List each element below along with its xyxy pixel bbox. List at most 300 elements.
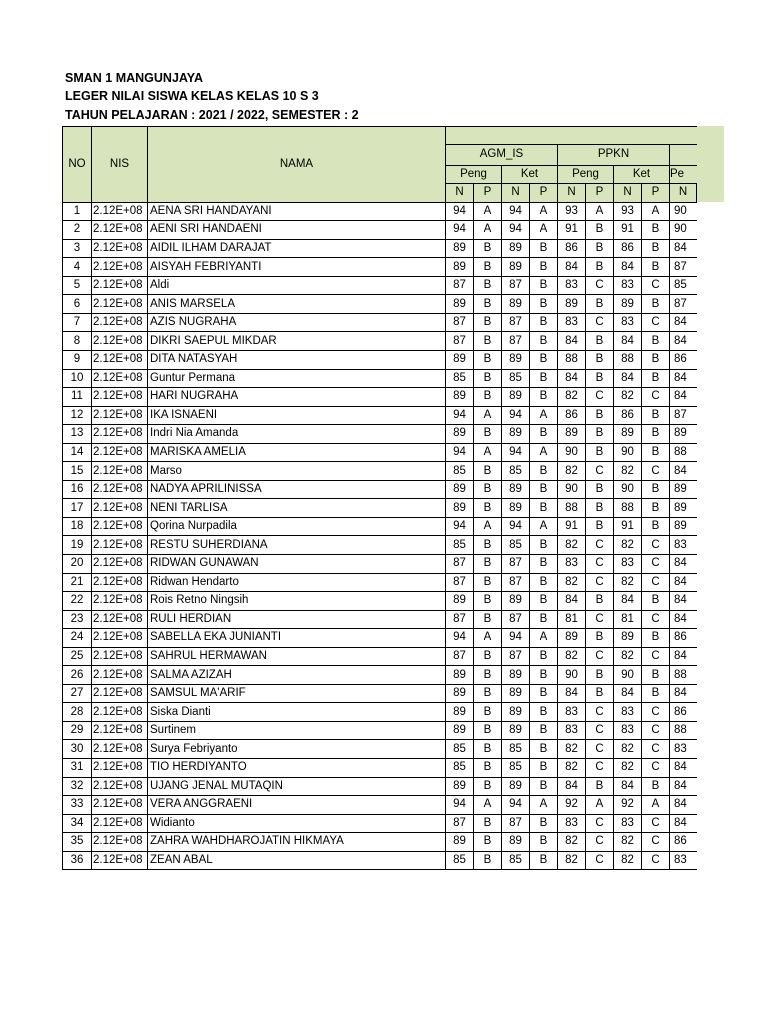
ppkn-ket-n-cell: 83	[614, 554, 642, 573]
pe-peng-n-cell: 84	[670, 647, 697, 666]
row-nis-cell: 2.12E+08	[92, 295, 148, 314]
ppkn-ket-p-cell: B	[642, 350, 670, 369]
ppkn-peng-n-cell: 91	[558, 517, 586, 536]
ppkn-peng-n-cell: 88	[558, 350, 586, 369]
ppkn-peng-p-cell: C	[586, 313, 614, 332]
agm-ket-n-cell: 87	[502, 313, 530, 332]
agm-peng-p-cell: B	[474, 462, 502, 481]
agm-ket-p-cell: B	[530, 239, 558, 258]
ppkn-peng-n-cell: 91	[558, 221, 586, 240]
ppkn-peng-p-cell: B	[586, 499, 614, 518]
row-nama-cell: Qorina Nurpadila	[148, 517, 446, 536]
ppkn-peng-p-cell: B	[586, 350, 614, 369]
ppkn-ket-n-cell: 83	[614, 276, 642, 295]
subject-agm-is: AGM_IS	[446, 144, 558, 165]
ppkn-ket-p-cell: C	[642, 276, 670, 295]
table-row	[63, 313, 697, 332]
row-no-cell: 17	[63, 499, 92, 518]
agm-ket-n-cell: 89	[502, 480, 530, 499]
agm-peng-p-cell: B	[474, 313, 502, 332]
row-no-cell: 18	[63, 517, 92, 536]
ppkn-peng-p-cell: C	[586, 462, 614, 481]
row-nis-cell: 2.12E+08	[92, 369, 148, 388]
row-nis-cell: 2.12E+08	[92, 814, 148, 833]
ppkn-peng-p-cell: B	[586, 517, 614, 536]
row-no-cell: 9	[63, 350, 92, 369]
row-nis-cell: 2.12E+08	[92, 480, 148, 499]
agm-peng-p-cell: B	[474, 592, 502, 611]
row-no-cell: 20	[63, 554, 92, 573]
agm-ket-p-cell: B	[530, 703, 558, 722]
ppkn-peng-p-cell: B	[586, 684, 614, 703]
table-row	[63, 332, 697, 351]
subject-pe-partial	[670, 144, 697, 165]
agm-ket-p-cell: A	[530, 796, 558, 815]
row-nis-cell: 2.12E+08	[92, 406, 148, 425]
agm-ket-n-cell: 94	[502, 629, 530, 648]
agm-peng-p-cell: B	[474, 554, 502, 573]
ppkn-peng-n-cell: 82	[558, 573, 586, 592]
pe-peng-n-cell: 84	[670, 369, 697, 388]
pe-peng-n-cell: 84	[670, 610, 697, 629]
pe-peng-n-cell: 89	[670, 517, 697, 536]
agm-peng-p-cell: B	[474, 276, 502, 295]
pe-peng-n-cell: 83	[670, 851, 697, 870]
ppkn-peng-n-cell: 92	[558, 796, 586, 815]
row-nis-cell: 2.12E+08	[92, 851, 148, 870]
pe-peng-n-cell: 86	[670, 629, 697, 648]
agm-ket-p-cell: B	[530, 369, 558, 388]
row-nama-cell: AZIS NUGRAHA	[148, 313, 446, 332]
ppkn-peng-n-cell: 93	[558, 202, 586, 221]
table-row	[63, 202, 697, 221]
pe-peng-n-cell: 86	[670, 703, 697, 722]
row-nis-cell: 2.12E+08	[92, 221, 148, 240]
agm-ket-n-cell: 85	[502, 759, 530, 778]
agm-ket-p-cell: B	[530, 833, 558, 852]
row-nis-cell: 2.12E+08	[92, 258, 148, 277]
row-no-cell: 33	[63, 796, 92, 815]
agm-ket-n-cell: 89	[502, 592, 530, 611]
row-no-cell: 8	[63, 332, 92, 351]
agm-peng-p-cell: B	[474, 666, 502, 685]
row-no-cell: 26	[63, 666, 92, 685]
agm-peng-n-cell: 89	[446, 666, 474, 685]
pe-peng-n-cell: 84	[670, 814, 697, 833]
agm-ket-p-cell: B	[530, 295, 558, 314]
agm-ket-n-cell: 85	[502, 740, 530, 759]
agm-peng-n-cell: 94	[446, 517, 474, 536]
ppkn-peng-n-cell: 82	[558, 462, 586, 481]
ppkn-peng-n-cell: 82	[558, 759, 586, 778]
agm-ket-p-cell: B	[530, 258, 558, 277]
agm-peng-n-cell: 89	[446, 833, 474, 852]
agm-ket-p-cell: B	[530, 388, 558, 407]
ppkn-ket-n-cell: 90	[614, 666, 642, 685]
ppkn-peng-p-cell: C	[586, 851, 614, 870]
table-row	[63, 443, 697, 462]
agm-peng-n-cell: 94	[446, 629, 474, 648]
pe-peng-n-cell: 88	[670, 666, 697, 685]
ppkn-ket-p-cell: B	[642, 221, 670, 240]
row-nis-cell: 2.12E+08	[92, 350, 148, 369]
table-row	[63, 276, 697, 295]
pe-peng-n-cell: 83	[670, 740, 697, 759]
pe-peng-n-cell: 84	[670, 777, 697, 796]
row-nama-cell: Indri Nia Amanda	[148, 425, 446, 444]
ppkn-peng-n-cell: 84	[558, 369, 586, 388]
ppkn-peng-p-cell: C	[586, 573, 614, 592]
agm-ket-n-cell: 89	[502, 777, 530, 796]
table-row	[63, 666, 697, 685]
row-no-cell: 24	[63, 629, 92, 648]
ppkn-ket-n-cell: 82	[614, 759, 642, 778]
agm-ket-p-cell: A	[530, 202, 558, 221]
ppkn-ket-n-cell: 82	[614, 833, 642, 852]
pe-peng-n-cell: 90	[670, 202, 697, 221]
agm-ket-n-cell: 87	[502, 554, 530, 573]
ppkn-ket-n-cell: 84	[614, 332, 642, 351]
agm-ket-n-cell: 94	[502, 202, 530, 221]
agm-peng-n-cell: 89	[446, 721, 474, 740]
table-row	[63, 536, 697, 555]
row-no-cell: 11	[63, 388, 92, 407]
agm-peng-n-cell: 87	[446, 814, 474, 833]
academic-period: TAHUN PELAJARAN : 2021 / 2022, SEMESTER : 2	[65, 108, 359, 122]
pe-peng-n-cell: 84	[670, 592, 697, 611]
agm-peng-p-cell: B	[474, 480, 502, 499]
row-nama-cell: RULI HERDIAN	[148, 610, 446, 629]
row-nama-cell: ZAHRA WAHDHAROJATIN HIKMAYA	[148, 833, 446, 852]
row-no-cell: 3	[63, 239, 92, 258]
agm-ket-n-cell: 94	[502, 517, 530, 536]
ppkn-ket-n-cell: 91	[614, 221, 642, 240]
table-row	[63, 295, 697, 314]
ppkn-peng-p-cell: C	[586, 740, 614, 759]
row-nis-cell: 2.12E+08	[92, 462, 148, 481]
row-no-cell: 22	[63, 592, 92, 611]
agm-ket-p-cell: B	[530, 480, 558, 499]
agm-ket-n-cell: 87	[502, 814, 530, 833]
ppkn-peng-p-cell: C	[586, 536, 614, 555]
ppkn-ket-n-cell: 83	[614, 814, 642, 833]
agm-ket-p-cell: B	[530, 573, 558, 592]
row-no-cell: 30	[63, 740, 92, 759]
pe-peng-n-cell: 89	[670, 480, 697, 499]
row-no-cell: 5	[63, 276, 92, 295]
ppkn-ket-p-cell: C	[642, 388, 670, 407]
ppkn-ket-p-cell: B	[642, 406, 670, 425]
ppkn-ket-p-cell: C	[642, 814, 670, 833]
pe-peng-n-cell: 84	[670, 239, 697, 258]
ppkn-peng-p-cell: B	[586, 629, 614, 648]
row-no-cell: 2	[63, 221, 92, 240]
row-nis-cell: 2.12E+08	[92, 833, 148, 852]
ppkn-ket-p-cell: B	[642, 369, 670, 388]
agm-peng-n-cell: 87	[446, 573, 474, 592]
agm-peng-n-cell: 85	[446, 462, 474, 481]
table-body	[63, 202, 697, 870]
row-nama-cell: NENI TARLISA	[148, 499, 446, 518]
row-nama-cell: Ridwan Hendarto	[148, 573, 446, 592]
pe-peng-n-cell: 88	[670, 443, 697, 462]
row-no-cell: 35	[63, 833, 92, 852]
ppkn-peng-p-cell: C	[586, 276, 614, 295]
ppkn-ket-p-cell: B	[642, 592, 670, 611]
pe-peng-n-cell: 87	[670, 258, 697, 277]
agm-peng-n-cell: 87	[446, 554, 474, 573]
table-row	[63, 573, 697, 592]
ppkn-peng-p-cell: B	[586, 666, 614, 685]
agm-ket-p-cell: A	[530, 406, 558, 425]
agm-ket-n-cell: 87	[502, 332, 530, 351]
ppkn-peng-p-cell: B	[586, 592, 614, 611]
ppkn-peng-p-cell: A	[586, 796, 614, 815]
agm-ket-n-cell: 87	[502, 610, 530, 629]
ppkn-ket-p-cell: A	[642, 202, 670, 221]
row-nis-cell: 2.12E+08	[92, 443, 148, 462]
row-nama-cell: Widianto	[148, 814, 446, 833]
ppkn-ket-n-cell: 89	[614, 295, 642, 314]
agm-peng-n-cell: 89	[446, 703, 474, 722]
ppkn-peng-n: N	[558, 184, 586, 203]
pe-peng-n-cell: 87	[670, 406, 697, 425]
ppkn-peng-n-cell: 88	[558, 499, 586, 518]
ppkn-peng-n-cell: 82	[558, 647, 586, 666]
agm-ket-p-cell: A	[530, 629, 558, 648]
agm-ket-p-cell: B	[530, 425, 558, 444]
agm-ket-p-cell: B	[530, 313, 558, 332]
ppkn-peng-n-cell: 82	[558, 388, 586, 407]
agm-peng-n-cell: 89	[446, 499, 474, 518]
row-nis-cell: 2.12E+08	[92, 425, 148, 444]
agm-peng-p-cell: B	[474, 388, 502, 407]
ppkn-ket-n-cell: 84	[614, 369, 642, 388]
row-nama-cell: IKA ISNAENI	[148, 406, 446, 425]
agm-peng-n-cell: 85	[446, 740, 474, 759]
row-nis-cell: 2.12E+08	[92, 332, 148, 351]
ppkn-peng-header: Peng	[558, 165, 614, 184]
row-no-cell: 13	[63, 425, 92, 444]
table-row	[63, 592, 697, 611]
agm-ket-n-cell: 89	[502, 833, 530, 852]
ppkn-ket-p-cell: B	[642, 777, 670, 796]
row-no-cell: 29	[63, 721, 92, 740]
agm-peng-n-cell: 94	[446, 202, 474, 221]
agm-peng-n-cell: 87	[446, 610, 474, 629]
agm-ket-n-cell: 89	[502, 295, 530, 314]
ppkn-peng-n-cell: 90	[558, 666, 586, 685]
header-nama: NAMA	[148, 127, 446, 203]
ppkn-ket-n-cell: 84	[614, 592, 642, 611]
agm-peng-p-cell: B	[474, 647, 502, 666]
agm-peng-n-cell: 94	[446, 221, 474, 240]
report-title: LEGER NILAI SISWA KELAS KELAS 10 S 3	[65, 89, 319, 103]
ppkn-ket-p-cell: C	[642, 759, 670, 778]
subject-ppkn: PPKN	[558, 144, 670, 165]
ppkn-ket-p-cell: B	[642, 443, 670, 462]
agm-peng-n-cell: 89	[446, 480, 474, 499]
agm-ket-p-cell: B	[530, 276, 558, 295]
ppkn-ket-n-cell: 82	[614, 647, 642, 666]
table-row	[63, 833, 697, 852]
row-nama-cell: AISYAH FEBRIYANTI	[148, 258, 446, 277]
header-top-band	[446, 127, 697, 145]
ppkn-ket-n-cell: 84	[614, 258, 642, 277]
row-nama-cell: RIDWAN GUNAWAN	[148, 554, 446, 573]
agm-peng-n-cell: 89	[446, 258, 474, 277]
ppkn-peng-p-cell: B	[586, 295, 614, 314]
table-row	[63, 814, 697, 833]
table-row	[63, 721, 697, 740]
row-nama-cell: RESTU SUHERDIANA	[148, 536, 446, 555]
ppkn-peng-n-cell: 82	[558, 851, 586, 870]
agm-peng-n-cell: 94	[446, 406, 474, 425]
pe-peng-n-cell: 88	[670, 721, 697, 740]
table-row	[63, 554, 697, 573]
pe-peng-n-cell: 84	[670, 462, 697, 481]
table-row	[63, 499, 697, 518]
agm-peng-p-cell: B	[474, 684, 502, 703]
agm-ket-p-cell: B	[530, 462, 558, 481]
agm-ket-n-cell: 89	[502, 239, 530, 258]
ppkn-ket-n-cell: 82	[614, 573, 642, 592]
table-row	[63, 425, 697, 444]
ppkn-ket-p-cell: B	[642, 480, 670, 499]
agm-peng-p: P	[474, 184, 502, 203]
ppkn-peng-n-cell: 83	[558, 554, 586, 573]
ppkn-ket-p-cell: A	[642, 796, 670, 815]
agm-ket-p-cell: B	[530, 666, 558, 685]
agm-peng-n-cell: 87	[446, 313, 474, 332]
ppkn-ket-p-cell: B	[642, 239, 670, 258]
ppkn-ket-n-cell: 91	[614, 517, 642, 536]
agm-peng-p-cell: B	[474, 814, 502, 833]
row-nama-cell: Siska Dianti	[148, 703, 446, 722]
ppkn-peng-n-cell: 83	[558, 313, 586, 332]
row-nama-cell: NADYA APRILINISSA	[148, 480, 446, 499]
ppkn-peng-p-cell: B	[586, 369, 614, 388]
agm-peng-n-cell: 89	[446, 425, 474, 444]
row-no-cell: 19	[63, 536, 92, 555]
ppkn-ket-n-cell: 90	[614, 480, 642, 499]
pe-peng-n-cell: 84	[670, 332, 697, 351]
ppkn-ket-p-cell: C	[642, 833, 670, 852]
pe-peng-n-cell: 84	[670, 573, 697, 592]
agm-ket-p-cell: B	[530, 814, 558, 833]
agm-peng-p-cell: B	[474, 258, 502, 277]
table-row	[63, 480, 697, 499]
row-nis-cell: 2.12E+08	[92, 388, 148, 407]
row-no-cell: 32	[63, 777, 92, 796]
agm-ket-p-cell: B	[530, 610, 558, 629]
ppkn-peng-p-cell: C	[586, 721, 614, 740]
row-no-cell: 23	[63, 610, 92, 629]
ppkn-ket-p-cell: C	[642, 703, 670, 722]
agm-peng-p-cell: B	[474, 332, 502, 351]
row-no-cell: 31	[63, 759, 92, 778]
agm-ket-p-cell: B	[530, 592, 558, 611]
ppkn-peng-p-cell: C	[586, 833, 614, 852]
row-nis-cell: 2.12E+08	[92, 499, 148, 518]
ppkn-peng-n-cell: 84	[558, 592, 586, 611]
row-nama-cell: AIDIL ILHAM DARAJAT	[148, 239, 446, 258]
agm-ket-n-cell: 85	[502, 851, 530, 870]
ppkn-ket-p-cell: B	[642, 629, 670, 648]
table-row	[63, 462, 697, 481]
agm-peng-p-cell: A	[474, 406, 502, 425]
agm-peng-n-cell: 85	[446, 369, 474, 388]
row-no-cell: 1	[63, 202, 92, 221]
row-nis-cell: 2.12E+08	[92, 666, 148, 685]
ppkn-ket-n-cell: 82	[614, 462, 642, 481]
ppkn-ket-p-cell: C	[642, 536, 670, 555]
row-no-cell: 36	[63, 851, 92, 870]
table-row	[63, 629, 697, 648]
row-nis-cell: 2.12E+08	[92, 647, 148, 666]
row-nama-cell: SABELLA EKA JUNIANTI	[148, 629, 446, 648]
agm-peng-n: N	[446, 184, 474, 203]
ppkn-peng-n-cell: 89	[558, 295, 586, 314]
ppkn-ket-p-cell: C	[642, 851, 670, 870]
agm-ket-n-cell: 89	[502, 684, 530, 703]
ppkn-ket-n-cell: 82	[614, 388, 642, 407]
pe-peng-n-cell: 84	[670, 759, 697, 778]
table-row	[63, 759, 697, 778]
agm-ket-n-cell: 94	[502, 406, 530, 425]
ppkn-peng-n-cell: 83	[558, 721, 586, 740]
agm-ket-n-cell: 94	[502, 221, 530, 240]
ppkn-ket-n-cell: 83	[614, 703, 642, 722]
row-no-cell: 28	[63, 703, 92, 722]
ppkn-ket-p-cell: B	[642, 684, 670, 703]
ppkn-peng-n-cell: 89	[558, 425, 586, 444]
agm-ket-p-cell: B	[530, 647, 558, 666]
agm-ket-n-cell: 89	[502, 721, 530, 740]
ppkn-peng-n-cell: 83	[558, 276, 586, 295]
ppkn-peng-n-cell: 86	[558, 239, 586, 258]
agm-ket-p-cell: B	[530, 851, 558, 870]
ppkn-peng-n-cell: 84	[558, 258, 586, 277]
agm-peng-n-cell: 87	[446, 276, 474, 295]
ppkn-peng-n-cell: 83	[558, 703, 586, 722]
ppkn-ket-p-cell: B	[642, 666, 670, 685]
row-nama-cell: UJANG JENAL MUTAQIN	[148, 777, 446, 796]
ppkn-ket-n-cell: 88	[614, 350, 642, 369]
ppkn-ket-n-cell: 86	[614, 239, 642, 258]
ppkn-peng-p-cell: C	[586, 647, 614, 666]
agm-ket-p-cell: B	[530, 536, 558, 555]
header-no: NO	[63, 127, 92, 203]
agm-peng-n-cell: 87	[446, 332, 474, 351]
agm-ket-n-cell: 87	[502, 573, 530, 592]
ppkn-peng-n-cell: 81	[558, 610, 586, 629]
row-nama-cell: DITA NATASYAH	[148, 350, 446, 369]
agm-peng-header: Peng	[446, 165, 502, 184]
ppkn-ket-n-cell: 83	[614, 313, 642, 332]
agm-ket-p-cell: A	[530, 517, 558, 536]
ppkn-peng-p-cell: B	[586, 258, 614, 277]
row-nis-cell: 2.12E+08	[92, 536, 148, 555]
header-fill-overflow	[697, 126, 724, 202]
ppkn-ket-p-cell: C	[642, 462, 670, 481]
ppkn-peng-n-cell: 82	[558, 536, 586, 555]
agm-peng-n-cell: 89	[446, 777, 474, 796]
row-nama-cell: SAMSUL MA'ARIF	[148, 684, 446, 703]
agm-ket-n-cell: 85	[502, 369, 530, 388]
pe-peng-n-cell: 87	[670, 295, 697, 314]
agm-peng-p-cell: B	[474, 239, 502, 258]
